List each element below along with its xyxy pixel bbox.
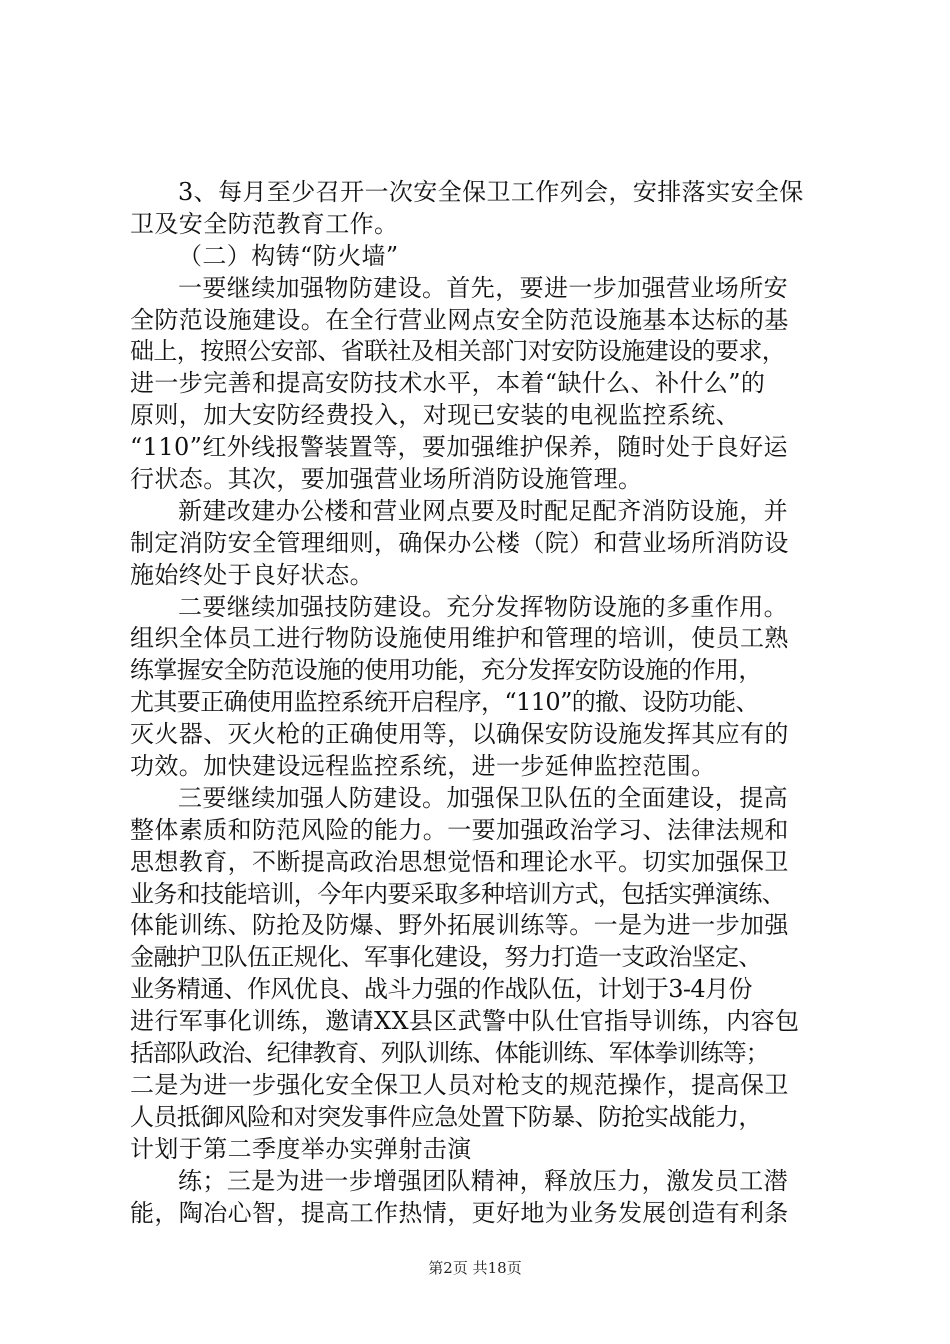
text-line: 功效。加快建设远程监控系统，进一步延伸监控范围。: [130, 752, 716, 781]
text-line: 尤其要正确使用监控系统开启程序，“110”的撤、设防功能、: [130, 688, 759, 717]
text-line: 3、每月至少召开一次安全保卫工作列会，安排落实安全保: [178, 178, 804, 206]
text-line: 施始终处于良好状态。: [130, 560, 374, 589]
text-line: 础上，按照公安部、省联社及相关部门对安防设施建设的要求，: [130, 337, 786, 366]
text-line: 业务精通、作风优良、战斗力强的作战队伍，计划于3-4月份: [130, 975, 752, 1004]
text-line: 能，陶冶心智，提高工作热情，更好地为业务发展创造有利条: [130, 1198, 789, 1227]
text-line: 练掌握安全防范设施的使用功能，充分发挥安防设施的作用，: [130, 656, 762, 685]
text-line: 三要继续加强人防建设。加强保卫队伍的全面建设，提高: [178, 783, 788, 812]
text-line: 原则，加大安防经费投入，对现已安装的电视监控系统、: [130, 401, 740, 430]
text-line: 体能训练、防抢及防爆、野外拓展训练等。一是为进一步加强: [130, 911, 789, 940]
text-line: 行状态。其次，要加强营业场所消防设施管理。: [130, 465, 643, 494]
text-line: 一要继续加强物防建设。首先，要进一步加强营业场所安: [178, 273, 788, 302]
text-line: 二是为进一步强化安全保卫人员对枪支的规范操作，提高保卫: [130, 1070, 789, 1099]
text-line: “110”红外线报警装置等，要加强维护保养，随时处于良好运: [130, 433, 788, 462]
text-line: 新建改建办公楼和营业网点要及时配足配齐消防设施，并: [178, 496, 788, 525]
text-line: 二要继续加强技防建设。充分发挥物防设施的多重作用。: [178, 592, 788, 621]
text-line: 整体素质和防范风险的能力。一要加强政治学习、法律法规和: [130, 815, 789, 844]
text-line: 组织全体员工进行物防设施使用维护和管理的培训，使员工熟: [130, 624, 789, 653]
text-line: 思想教育，不断提高政治思想觉悟和理论水平。切实加强保卫: [130, 847, 789, 876]
text-line: 括部队政治、纪律教育、列队训练、体能训练、军体拳训练等；: [130, 1039, 769, 1068]
text-line: 练；三是为进一步增强团队精神，释放压力，激发员工潜: [178, 1166, 788, 1195]
text-line: 金融护卫队伍正规化、军事化建设，努力打造一支政治坚定、: [130, 943, 762, 972]
text-line: 全防范设施建设。在全行营业网点安全防范设施基本达标的基: [130, 305, 789, 334]
text-line: 进一步完善和提高安防技术水平，本着“缺什么、补什么”的: [130, 369, 766, 398]
text-line: 人员抵御风险和对突发事件应急处置下防暴、防抢实战能力，: [130, 1102, 762, 1131]
text-line: 进行军事化训练，邀请XX县区武警中队仕官指导训练，内容包: [130, 1007, 800, 1036]
text-line: 灭火器、灭火枪的正确使用等，以确保安防设施发挥其应有的: [130, 720, 789, 749]
text-line: 制定消防安全管理细则，确保办公楼（院）和营业场所消防设: [130, 528, 789, 557]
document-body: [130, 177, 830, 1229]
text-line: 业务和技能培训，今年内要采取多种培训方式，包括实弹演练、: [130, 879, 786, 908]
text-line: 计划于第二季度举办实弹射击演: [130, 1134, 472, 1163]
section-heading: （二）构铸“防火墙”: [178, 241, 399, 270]
page-number-footer: 第2页 共18页: [428, 1259, 522, 1277]
text-line: 卫及安全防范教育工作。: [130, 209, 399, 238]
